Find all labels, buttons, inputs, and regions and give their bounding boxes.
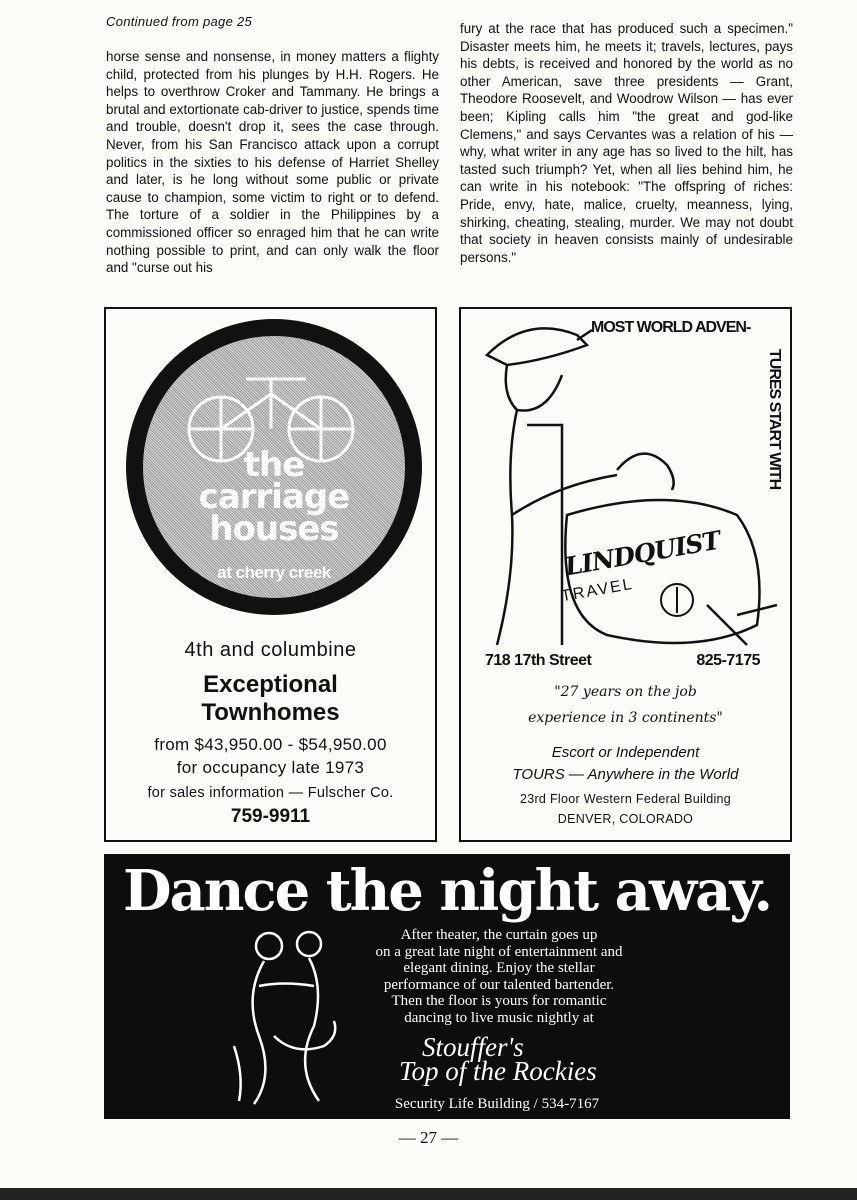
carriage-logo-sub: at cherry creek [217,563,331,582]
dance-body-copy: After theater, the curtain goes up on a great late night of entertainment and elegant dining. Enjoy the stellar performance of our talented bartender. Then the floor is yours for romantic dancing to live music nightly at [375,927,623,1026]
page-number: — 27 — [398,1128,459,1147]
lindquist-phone: 825-7175 [696,652,760,669]
continued-note: Continued from page 25 [106,14,253,29]
lindquist-brand: LINDQUIST [562,525,723,582]
lindquist-travel-ad [459,307,792,842]
lindquist-address: 718 17th Street [485,652,592,669]
stouffers-brand: Stouffer's [422,1032,524,1062]
lindquist-building: 23rd Floor Western Federal Building DENVER, COLORADO [519,792,732,826]
stouffers-address: Security Life Building / 534-7167 [394,1096,600,1112]
lindquist-travel-label: TRAVEL [559,575,635,606]
carriage-logo-name: the carriage houses [198,445,350,549]
traveler-illustration [467,315,787,650]
carriage-address: 4th and columbine [184,639,357,661]
stouffers-dance-ad [104,854,790,1119]
article-right-column: fury at the race that has produced such a specimen." Disaster meets him, he meets it; travels, lectures, pays his debts, is received and honored by the world as no other American, save three presidents — Grant, Theodore Roosevelt, and Woodrow Wilson — has ever been; Kipling calls him "the great and god-like Clemens," and says Cervantes was a relation of his — why, what writer in any age has so lived to the hilt, has tasted such triumph? Yet, when all lies behind him, he can write in his notebook: "The offspring of riches: Pride, envy, hate, malice, cruelty, meanness, lying, shirking, cheating, stealing, murder. We may not doubt that society in heaven consists mainly of undesirable persons." [460,21,793,265]
lindquist-tagline-vertical: TURES START WITH [766,349,783,490]
lindquist-tours: Escort or Independent TOURS — Anywhere in the World [512,744,739,783]
carriage-headline: Exceptional Townhomes [201,671,340,726]
top-of-the-rockies-brand: Top of the Rockies [399,1056,597,1086]
carriage-price: from $43,950.00 - $54,950.00 for occupancy late 1973 [154,735,387,777]
carriage-houses-ad [104,307,437,842]
lindquist-quote: "27 years on the job experience in 3 continents" [528,684,723,726]
lindquist-tagline-top: MOST WORLD ADVEN- [591,319,751,336]
carriage-sales-info: for sales information — Fulscher Co. [147,785,394,801]
scan-edge-bar [0,1188,857,1200]
article-left-column: horse sense and nonsense, in money matters a flighty child, protected from his plunges by H.H. Rogers. He helps to overthrow Croker and Tammany. He brings a brutal and extortionate cab-driver to justice, spends time and trouble, doesn't drop it, sees the case through. Never, from his San Francisco attack upon a corrupt politics in the sixties to his defense of Harriet Shelley and later, is he long without some public or private cause to champion, some victim to right or to defend. The torture of a soldier in the Philippines by a commissioned officer so enraged him that he can write nothing possible to print, and can only walk the floor and "curse out his [106,49,439,276]
dance-headline: Dance the night away. [122,858,772,924]
carriage-logo-disk [126,319,422,615]
carriage-phone: 759-9911 [230,806,311,827]
